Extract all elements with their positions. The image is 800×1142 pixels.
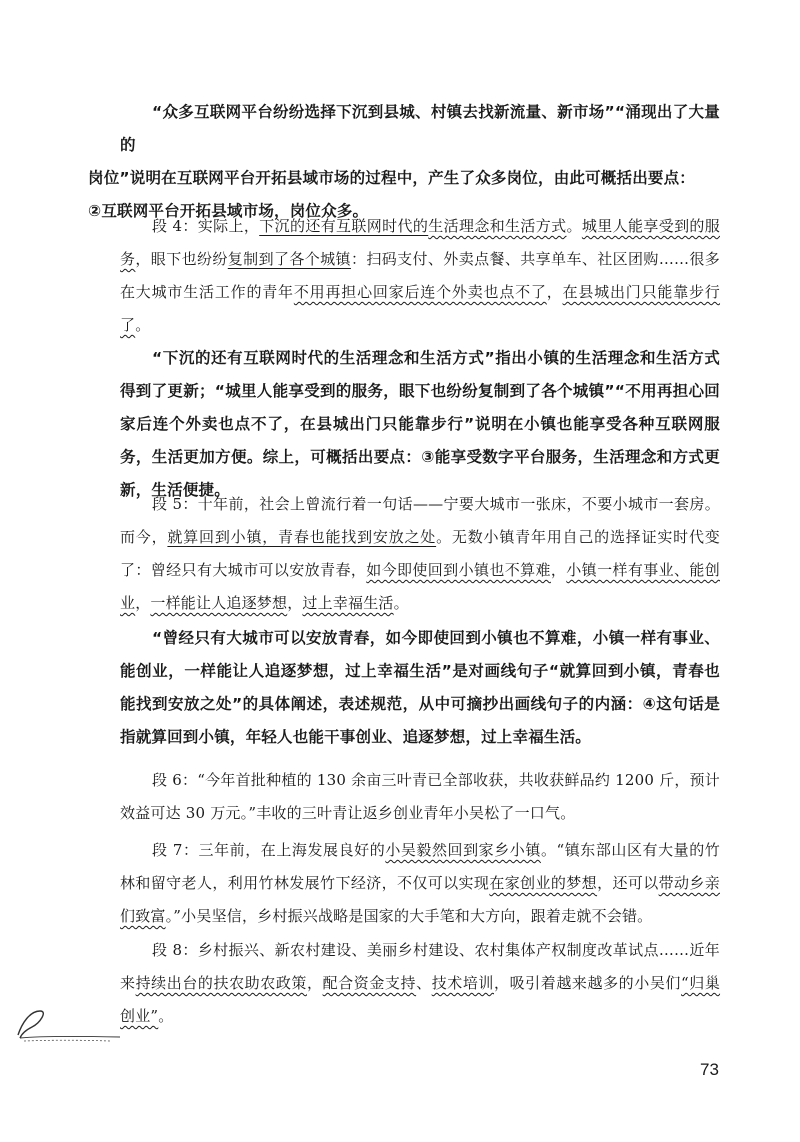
text-span: ：扫码支付、外卖点餐、共享单车、社区团购……很多在大城市生活工作的青年 xyxy=(120,250,721,301)
segment-7-text xyxy=(120,834,720,933)
wavy-underlined-phrase: 在县城出门只能靠步行了 xyxy=(120,283,721,334)
text-span: 。 xyxy=(393,594,409,612)
segment-7 xyxy=(120,834,720,933)
text-span: ， xyxy=(307,974,323,992)
analysis-line: ②互联网平台开拓县域市场，岗位众多。 xyxy=(88,202,369,220)
text-span: 段 8：乡村振兴、新农村建设、美丽乡村建设、农村集体产权制度改革试点……近年来 xyxy=(120,941,720,992)
segment-4-text xyxy=(120,210,720,342)
text-span: 段 5：十年前，社会上曾流行着一句话——宁要大城市一张床，不要小城市一套房。而今， xyxy=(120,495,720,546)
analysis-paragraph-1 xyxy=(88,96,720,228)
wavy-underlined-phrase: 一样能让人追逐梦想 xyxy=(150,594,288,612)
segment-5 xyxy=(120,488,720,620)
segment-5-text xyxy=(120,488,720,620)
analysis-text-1 xyxy=(88,96,720,228)
segment-8-text xyxy=(120,934,720,1033)
pen-scribble-icon xyxy=(10,1005,130,1045)
analysis-paragraph-3 xyxy=(120,622,720,754)
segment-6 xyxy=(120,764,720,830)
wavy-underlined-phrase: 技术培训 xyxy=(431,974,495,992)
text-span: ，眼下也纷纷 xyxy=(135,250,228,268)
wavy-underlined-phrase: 过上幸福生活 xyxy=(302,594,394,612)
text-span: 、 xyxy=(416,974,432,992)
text-span: ， xyxy=(287,594,303,612)
underlined-phrase: 复制到了各个城镇 xyxy=(227,250,351,268)
analysis-text-2: “下沉的还有互联网时代的生活理念和生活方式”指出小镇的生活理念和生活方式得到了更新；“城里人能享受到的服务，眼下也纷纷复制到了各个城镇”“不用再担心回家后连个外卖也点不了，在县城出门只能靠步行”说明在小镇也能享受各种互联网服务，生活更加方便。综上，可概括出要点：③能享受数字平台服务，生活理念和方式更新，生活便捷。 xyxy=(120,349,720,499)
text-span: 。 xyxy=(566,217,582,235)
wavy-underlined-phrase: 配合资金支持 xyxy=(322,974,417,992)
analysis-text-3: “曾经只有大城市可以安放青春，如今即使回到小镇也不算难，小镇一样有事业、能创业，一样能让人追逐梦想，过上幸福生活”是对画线句子“就算回到小镇，青春也能找到安放之处”的具体阐述，表述规范，从中可摘抄出画线句子的内涵：④这句话是指就算回到小镇，年轻人也能干事创业、追逐梦想，过上幸福生活。 xyxy=(120,629,720,746)
wavy-underlined-phrase: 生活理念和生活方式 xyxy=(428,217,567,235)
analysis-paragraph-2 xyxy=(120,342,720,507)
wavy-underlined-phrase: 小镇一样有事业、能创业 xyxy=(120,561,720,612)
wavy-underlined-phrase: 城里人能享受到的服务 xyxy=(120,217,720,268)
text-span: 段 4：实际上， xyxy=(152,217,260,235)
text-span: ， xyxy=(550,561,567,579)
text-span: 。 xyxy=(158,1007,174,1025)
text-span: 。”小吴坚信，乡村振兴战略是国家的大手笔和大方向，跟着走就不会错。 xyxy=(165,907,653,925)
analysis-line: 岗位”说明在互联网平台开拓县域市场的过程中，产生了众多岗位，由此可概括出要点： xyxy=(88,169,695,187)
wavy-underlined-phrase: 不用再担心回家后连个外卖也点不了 xyxy=(293,283,547,301)
underlined-phrase: 就算回到小镇，青春也能找到安放之处 xyxy=(167,528,437,546)
text-span: ，还可以 xyxy=(597,874,659,892)
wavy-underlined-phrase: 带动乡亲们致富 xyxy=(120,874,720,925)
segment-6-text: 段 6：“今年首批种植的 130 余亩三叶青已全部收获，共收获鲜品约 1200 斤，预计效益可达 30 万元。”丰收的三叶青让返乡创业青年小吴松了一口气。 xyxy=(120,771,720,822)
analysis-line: “众多互联网平台纷纷选择下沉到县城、村镇去找新流量、新市场”“涌现出了大量的 xyxy=(120,103,720,154)
wavy-underlined-phrase: “归巢创业” xyxy=(120,974,721,1025)
wavy-underlined-phrase: 小吴毅然回到家乡小镇 xyxy=(385,841,541,859)
wavy-underlined-phrase: 持续出台的扶农助农政策 xyxy=(135,974,307,992)
segment-8 xyxy=(120,934,720,1033)
page-number: 73 xyxy=(700,1060,719,1079)
text-span: 。无数小镇青年用自己的选择证实时代变了：曾经只有大城市可以安放青春， xyxy=(120,528,720,579)
text-span: 。 xyxy=(135,316,151,334)
text-span: 段 7：三年前，在上海发展良好的 xyxy=(152,841,386,859)
text-span: ，吸引着越来越多的小吴们 xyxy=(494,974,681,992)
wavy-underlined-phrase: 在家创业的梦想 xyxy=(489,874,598,892)
underlined-phrase: 下沉的还有互联网时代的 xyxy=(259,217,429,235)
text-span: ， xyxy=(546,283,563,301)
segment-4 xyxy=(120,210,720,342)
wavy-underlined-phrase: 如今即使回到小镇也不算难 xyxy=(366,561,551,579)
text-span: 。“镇东部山区有大量的竹林和留守老人，利用竹林发展竹下经济，不仅可以实现 xyxy=(120,841,720,892)
text-span: ， xyxy=(135,594,151,612)
